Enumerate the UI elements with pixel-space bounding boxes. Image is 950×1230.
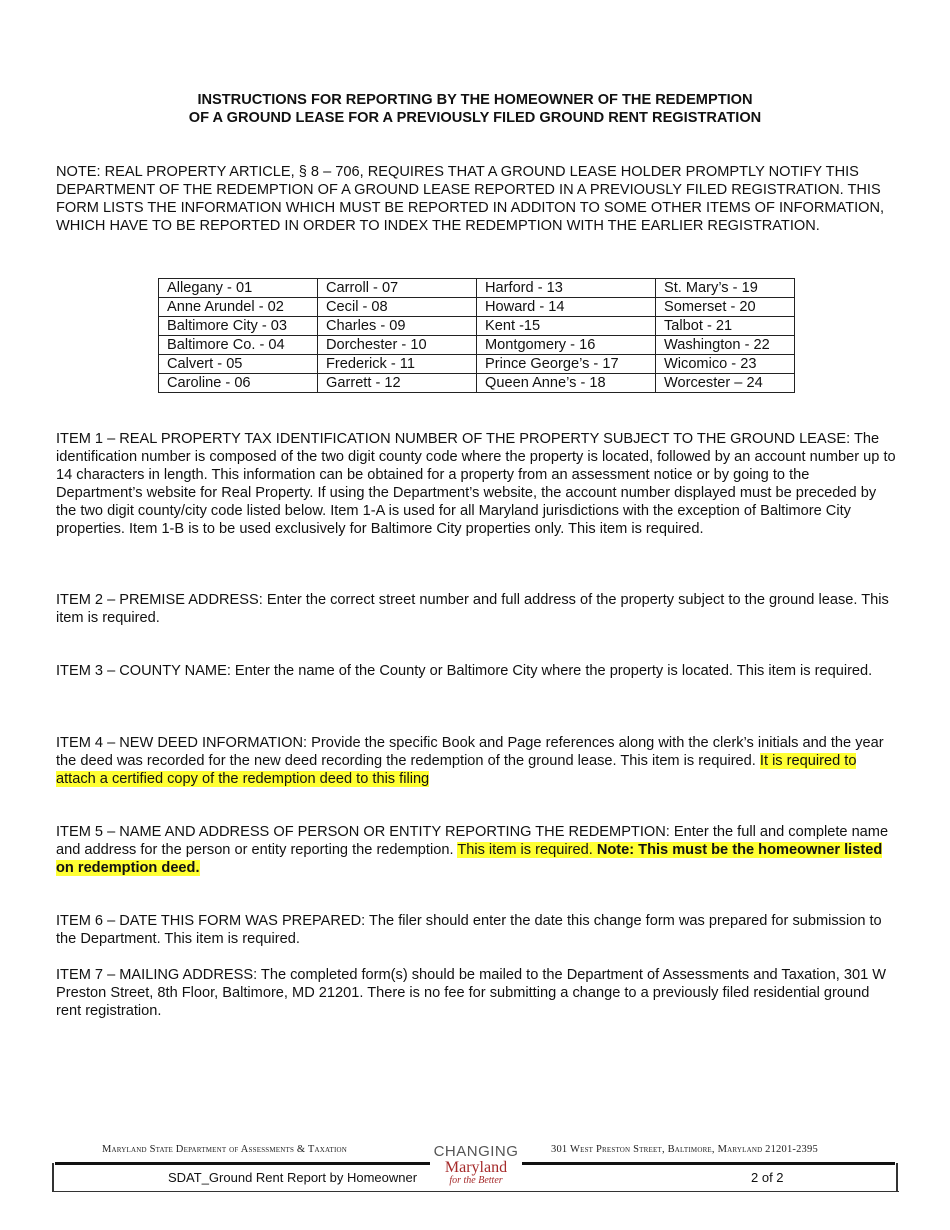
item-5-bold-highlight: Note: This must be the homeowner listed on redemption deed. <box>56 842 883 876</box>
table-cell: Baltimore City - 03 <box>159 317 318 336</box>
item-6-paragraph: ITEM 6 – DATE THIS FORM WAS PREPARED: The filer should enter the date this change form was prepared for submission to the Department. This item is required. <box>56 913 882 947</box>
table-row <box>159 374 795 393</box>
table-cell: Washington - 22 <box>656 336 795 355</box>
table-cell: Dorchester - 10 <box>318 336 477 355</box>
table-cell: Somerset - 20 <box>656 298 795 317</box>
item-4-highlight: It is required to attach a certified copy of the redemption deed to this filing <box>56 753 857 787</box>
table-cell: Howard - 14 <box>477 298 656 317</box>
table-row <box>159 298 795 317</box>
document-title <box>56 91 894 127</box>
item-1-paragraph: ITEM 1 – REAL PROPERTY TAX IDENTIFICATION NUMBER OF THE PROPERTY SUBJECT TO THE GROUND LEASE: The identification number is composed of the two digit county code where the property is located, followed by an account number up to 14 characters in length. This information can be obtained for a property from an assessment notice or by going to the Department’s website for Real Property. If using the Department’s website, the account number displayed must be preceded by the two digit county/city code listed below. Item 1-A is used for all Maryland jurisdictions with the exception of Baltimore City properties. Item 1-B is to be used exclusively for Baltimore City properties only. This item is required. <box>56 431 896 537</box>
footer-address: 301 West Preston Street, Baltimore, Maryland 21201-2395 <box>551 1144 818 1155</box>
table-cell: Frederick - 11 <box>318 355 477 374</box>
item-4-paragraph <box>56 734 896 788</box>
item-7-paragraph: ITEM 7 – MAILING ADDRESS: The completed form(s) should be mailed to the Department of Assessments and Taxation, 301 W Preston Street, 8th Floor, Baltimore, MD 21201. There is no fee for submitting a change to a previously filed residential ground rent registration. <box>56 967 887 1019</box>
footer-bottom-rule <box>53 1191 899 1192</box>
title-line-1: INSTRUCTIONS FOR REPORTING BY THE HOMEOWNER OF THE REDEMPTION <box>197 92 753 108</box>
table-row <box>159 336 795 355</box>
table-cell: Wicomico - 23 <box>656 355 795 374</box>
table-cell: Talbot - 21 <box>656 317 795 336</box>
footer-department: Maryland State Department of Assessments & Taxation <box>102 1144 348 1155</box>
footer-page-number: 2 of 2 <box>751 1170 784 1185</box>
note-paragraph: NOTE: REAL PROPERTY ARTICLE, § 8 – 706, REQUIRES THAT A GROUND LEASE HOLDER PROMPTLY NOTIFY THIS DEPARTMENT OF THE REDEMPTION OF A GROUND LEASE REPORTED IN A PREVIOUSLY FILED REGISTRATION. THIS FORM LISTS THE INFORMATION WHICH MUST BE REPORTED IN ADDITON TO SOME OTHER ITEMS OF INFORMATION, WHICH HAVE TO BE REPORTED IN ORDER TO INDEX THE REDEMPTION WITH THE EARLIER REGISTRATION. <box>56 164 885 234</box>
table-cell: Garrett - 12 <box>318 374 477 393</box>
table-row <box>159 317 795 336</box>
item-5-paragraph <box>56 823 896 877</box>
table-cell: Caroline - 06 <box>159 374 318 393</box>
logo-line-3: for the Better <box>449 1175 503 1186</box>
logo-line-2: Maryland <box>444 1159 508 1176</box>
changing-maryland-logo <box>430 1143 522 1187</box>
item-5-highlight: This item is required. <box>457 842 597 858</box>
table-cell: Queen Anne’s - 18 <box>477 374 656 393</box>
table-row <box>159 355 795 374</box>
table-cell: Harford - 13 <box>477 279 656 298</box>
table-row <box>159 279 795 298</box>
table-cell: Calvert - 05 <box>159 355 318 374</box>
item-2-paragraph: ITEM 2 – PREMISE ADDRESS: Enter the correct street number and full address of the property subject to the ground lease. This item is required. <box>56 592 889 626</box>
table-cell: Kent -15 <box>477 317 656 336</box>
item-4-text: ITEM 4 – NEW DEED INFORMATION: Provide the specific Book and Page references along with the clerk’s initials and the year the deed was recorded for the new deed recording the redemption of the ground lease. This item is required. <box>56 735 884 769</box>
table-cell: Montgomery - 16 <box>477 336 656 355</box>
table-cell: Carroll - 07 <box>318 279 477 298</box>
table-cell: Allegany - 01 <box>159 279 318 298</box>
table-cell: Charles - 09 <box>318 317 477 336</box>
table-cell: Worcester – 24 <box>656 374 795 393</box>
title-line-2: OF A GROUND LEASE FOR A PREVIOUSLY FILED GROUND RENT REGISTRATION <box>188 110 762 126</box>
item-5-text: ITEM 5 – NAME AND ADDRESS OF PERSON OR ENTITY REPORTING THE REDEMPTION: Enter the full and complete name and address for the person or entity reporting the redemption. <box>56 824 889 858</box>
logo-line-1: CHANGING <box>433 1143 519 1160</box>
table-cell: Anne Arundel - 02 <box>159 298 318 317</box>
table-cell: Cecil - 08 <box>318 298 477 317</box>
county-code-table <box>158 278 795 393</box>
footer-right-border <box>896 1163 898 1192</box>
table-cell: Baltimore Co. - 04 <box>159 336 318 355</box>
table-cell: St. Mary’s - 19 <box>656 279 795 298</box>
footer-left-border <box>52 1163 54 1192</box>
table-cell: Prince George’s - 17 <box>477 355 656 374</box>
item-3-paragraph: ITEM 3 – COUNTY NAME: Enter the name of the County or Baltimore City where the property is located. This item is required. <box>56 663 873 679</box>
footer-document-name: SDAT_Ground Rent Report by Homeowner <box>168 1170 418 1185</box>
